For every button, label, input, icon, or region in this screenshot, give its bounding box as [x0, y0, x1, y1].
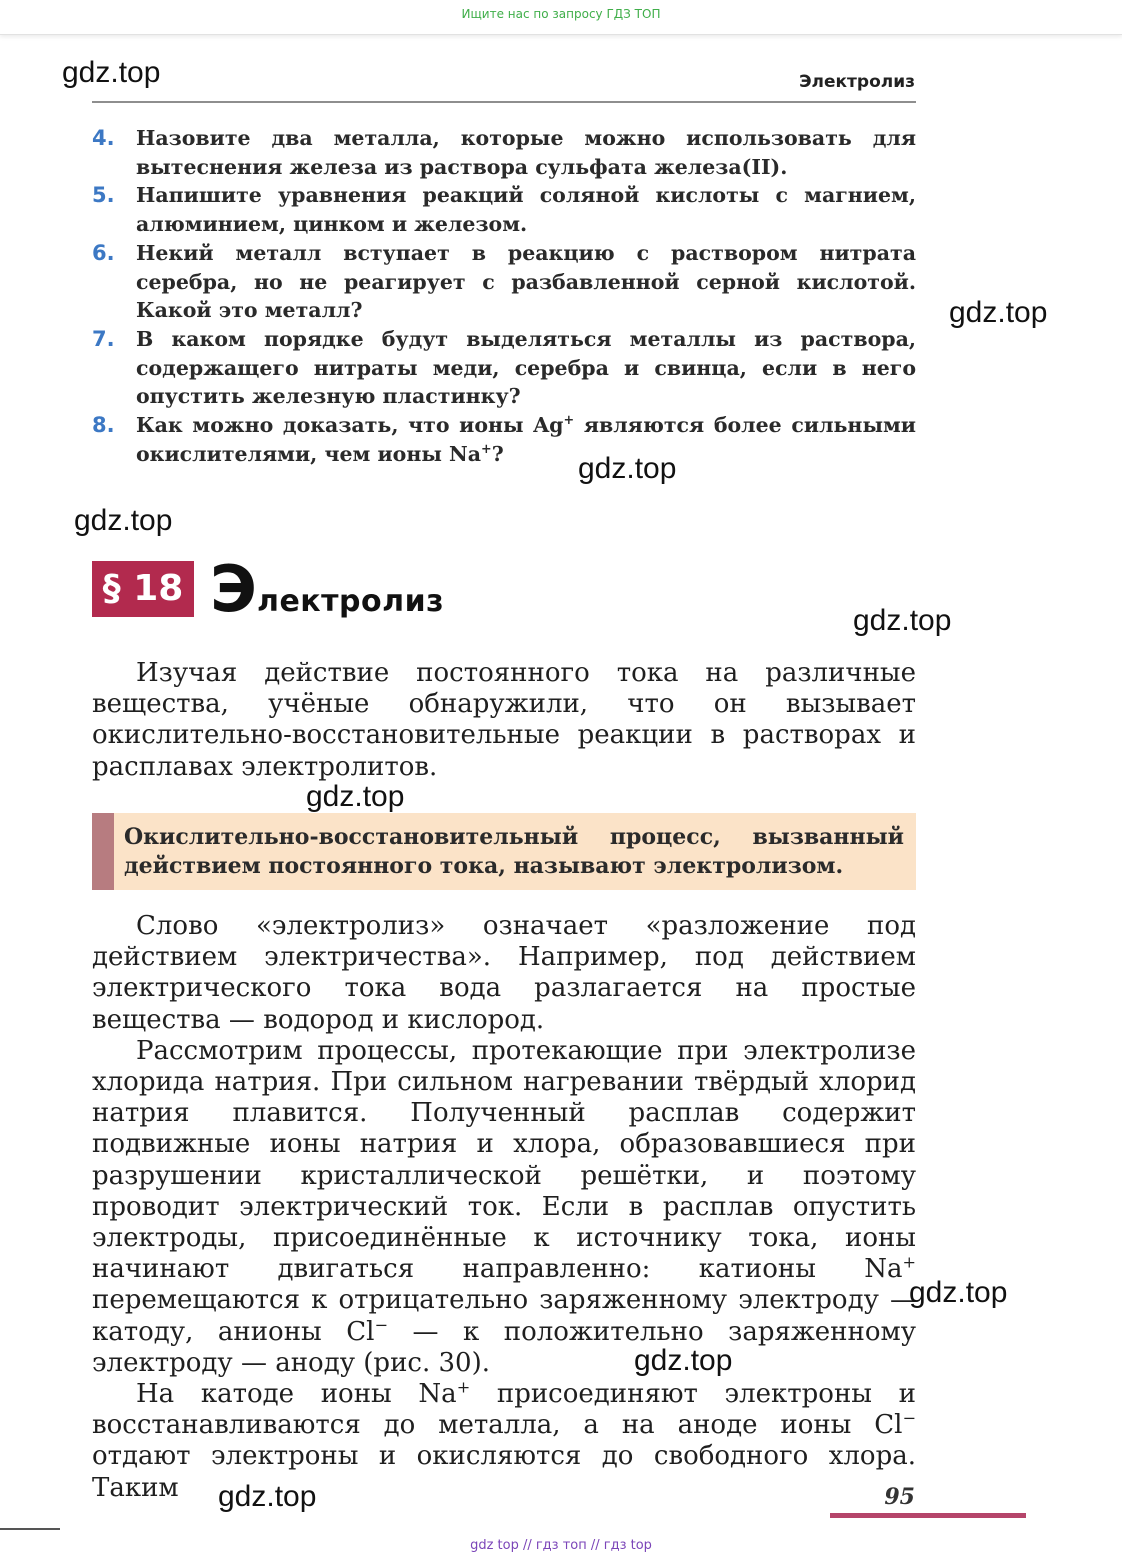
body-text-span: На катоде ионы Na [136, 1379, 457, 1410]
body-paragraph: Слово «электролиз» означает «разложение под действием электричества». Например, под действием электрического тока вода разлагается на простые вещества — водород и кислород. [92, 911, 916, 1035]
body-paragraph [92, 1036, 916, 1379]
watermark: gdz.top [909, 1276, 1008, 1309]
watermark: gdz.top [62, 56, 161, 89]
watermark: gdz.top [306, 780, 405, 813]
page-number: 95 [884, 1484, 915, 1510]
section-title-initial: Э [210, 553, 257, 627]
watermark: gdz.top [853, 604, 952, 637]
intro-paragraph: Изучая действие постоянного тока на различные вещества, учёные обнаружили, что он вызывает окислительно-восстановительные реакции в растворах и расплавах электролитов. [92, 658, 916, 782]
superscript-plus: + [563, 412, 575, 428]
footer-links: gdz top // гдз топ // гдз top [470, 1538, 652, 1553]
section-title-rest: лектролиз [256, 584, 445, 619]
question-number: 6. [92, 240, 115, 265]
question-text: Напишите уравнения реакций соляной кислоты с магнием, алюминием, цинком и железом. [136, 183, 916, 237]
superscript-plus: + [902, 1252, 916, 1272]
body-text-span: отдают электроны и окисляются до свободного хлора. Таким [92, 1441, 916, 1503]
watermark: gdz.top [218, 1480, 317, 1513]
question-text: В каком порядке будут выделяться металлы из раствора, содержащего нитраты меди, серебра и свинца, если в него опустить железную пластинку? [136, 326, 916, 409]
watermark: gdz.top [578, 452, 677, 485]
superscript-minus: − [902, 1408, 916, 1428]
question-text: Как можно доказать, что ионы Ag [136, 413, 564, 438]
watermark: gdz.top [74, 504, 173, 537]
question-number: 7. [92, 326, 115, 351]
question-text: Некий металл вступает в реакцию с раствором нитрата серебра, но не реагирует с разбавленной серной кислотой. Какой это металл? [136, 240, 916, 323]
running-head: Электролиз [799, 72, 915, 92]
question-text: ? [491, 441, 504, 466]
question-item [92, 325, 916, 411]
question-number: 5. [92, 183, 115, 208]
page-number-rule [830, 1513, 1026, 1518]
question-number: 8. [92, 413, 115, 438]
body-text [92, 911, 916, 1504]
watermark: gdz.top [949, 296, 1048, 329]
top-banner [0, 0, 1122, 35]
body-text-span: Рассмотрим процессы, протекающие при электролизе хлорида натрия. При сильном нагревании твёрдый хлорид натрия плавится. Полученный расплав содержит подвижные ионы натрия и хлора, образовавшиеся при разрушении кристаллической решётки, и поэтому проводит электрический ток. Если в расплав опустить электроды, присоединённые к источнику тока, ионы начинают двигаться направленно: катионы Na [92, 1035, 916, 1285]
question-number: 4. [92, 126, 115, 150]
question-item [92, 239, 916, 325]
superscript-plus: + [456, 1377, 471, 1397]
superscript-plus: + [481, 440, 492, 456]
header-rule [92, 101, 916, 103]
definition-text: Окислительно-восстановительный процесс, вызванный действием постоянного тока, называют электролизом. [124, 824, 904, 879]
body-text-span: — к положительно заряженному электроду — аноду (рис. 30). [92, 1316, 917, 1378]
definition-accent-bar [92, 813, 114, 890]
body-paragraph [92, 1379, 916, 1504]
question-item [92, 181, 916, 238]
section-title [210, 550, 444, 630]
watermark: gdz.top [634, 1344, 733, 1377]
question-text: являются более сильными окислителями, чем ионы Na [136, 413, 917, 466]
question-item [92, 124, 916, 181]
question-text: Назовите два металла, которые можно использовать для вытеснения железа из раствора сульфата железа(II). [136, 126, 916, 179]
question-item [92, 411, 916, 468]
top-banner-text: Ищите нас по запросу ГДЗ ТОП [461, 7, 661, 21]
definition-box [92, 813, 916, 890]
superscript-minus: − [374, 1314, 388, 1334]
body-text-span: перемещаются к отрицательно заряженному электроду — катоду, анионы Cl [92, 1285, 916, 1347]
body-text-span: присоединяют электроны и восстанавливаются до металла, а на аноде ионы Cl [92, 1379, 916, 1441]
section-number-badge: § 18 [92, 561, 194, 617]
left-margin-rule [0, 1528, 60, 1530]
question-list [92, 124, 916, 468]
